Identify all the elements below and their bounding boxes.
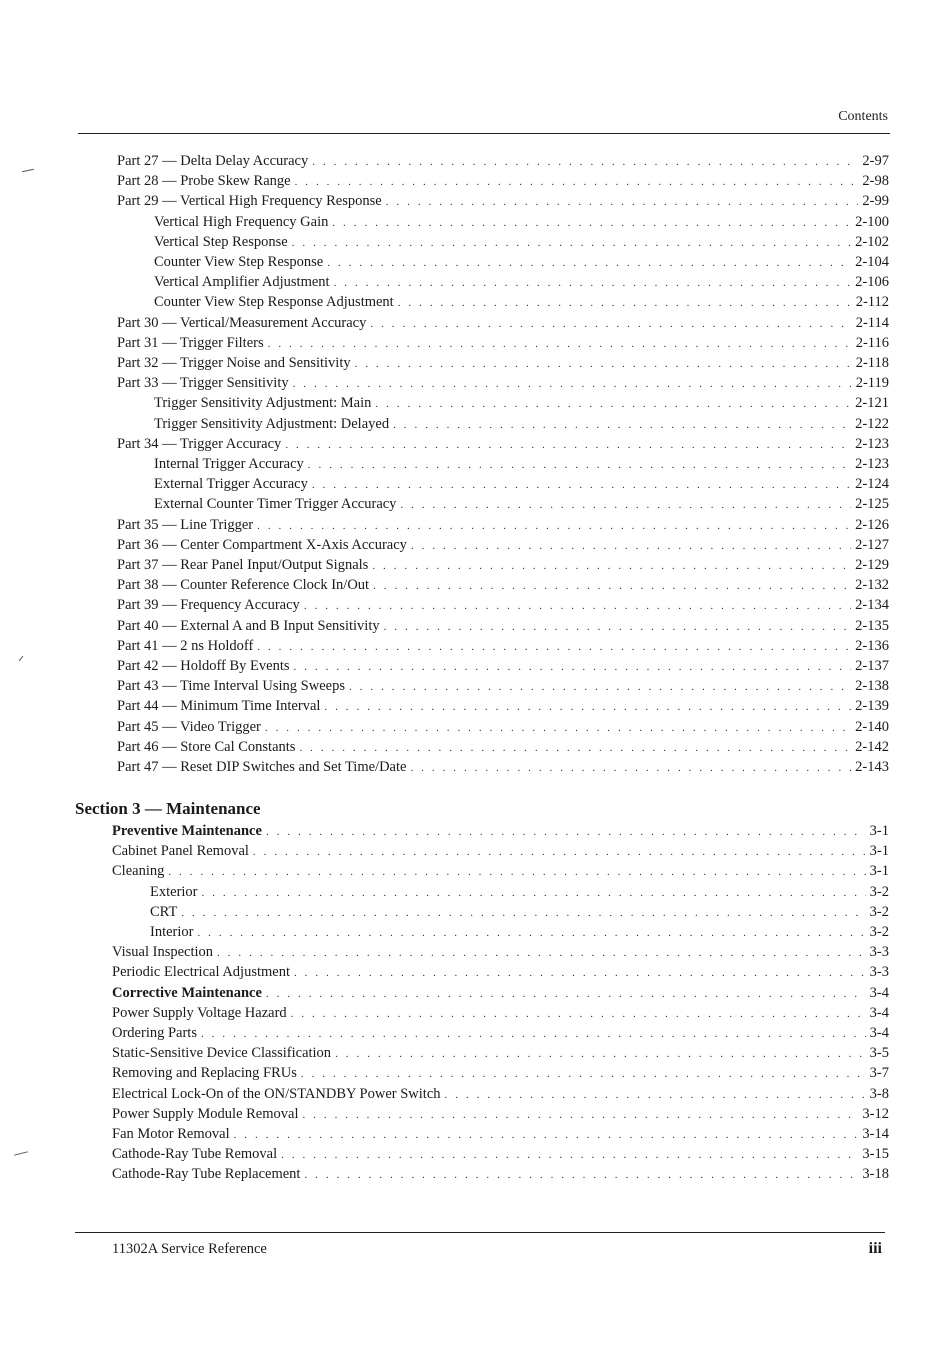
toc-entry-title: Periodic Electrical Adjustment <box>112 964 290 981</box>
toc-entry-title: Cathode-Ray Tube Replacement <box>112 1166 301 1183</box>
toc-entry-page: 2-112 <box>855 294 889 311</box>
dot-leader <box>335 1048 866 1060</box>
toc-entry[interactable] <box>117 436 889 456</box>
toc-entry[interactable] <box>154 496 889 516</box>
toc-entry-title: Fan Motor Removal <box>112 1126 230 1142</box>
dot-leader <box>292 237 851 249</box>
toc-entry[interactable] <box>117 638 889 658</box>
toc-entry-page: 2-129 <box>855 557 889 573</box>
toc-entry-page: 2-126 <box>855 516 889 533</box>
dot-leader <box>386 196 859 208</box>
dot-leader <box>202 887 866 899</box>
toc-entry-page: 2-137 <box>855 658 889 674</box>
toc-entry-title: Electrical Lock-On of the ON/STANDBY Power Switch <box>112 1085 441 1102</box>
toc-entry-title: Part 31 — Trigger Filters <box>117 334 264 351</box>
toc-entry-page: 3-1 <box>869 863 889 880</box>
dot-leader <box>265 722 851 734</box>
dot-leader <box>370 318 851 330</box>
toc-entry-title: Removing and Replacing FRUs <box>112 1065 297 1082</box>
dot-leader <box>355 358 852 370</box>
toc-entry-title: Trigger Sensitivity Adjustment: Delayed <box>154 415 390 432</box>
dot-leader <box>312 479 851 491</box>
toc-entry-page: 2-104 <box>855 254 889 270</box>
toc-entry[interactable] <box>117 678 889 698</box>
dot-leader <box>294 967 866 979</box>
dot-leader <box>304 600 851 612</box>
dot-leader <box>293 378 852 390</box>
toc-entry[interactable] <box>154 395 889 415</box>
toc-entry-page: 3-15 <box>862 1146 889 1163</box>
toc-entry-page: 3-18 <box>862 1166 889 1183</box>
toc-entry-title: External Counter Timer Trigger Accuracy <box>154 496 397 513</box>
toc-entry-page: 2-125 <box>855 496 889 513</box>
dot-leader <box>393 419 851 431</box>
toc-entry[interactable] <box>117 719 889 739</box>
toc-entry[interactable] <box>112 1146 889 1166</box>
toc-entry-page: 2-123 <box>855 456 889 472</box>
toc-entry-title: Part 43 — Time Interval Using Sweeps <box>117 678 345 695</box>
toc-entry[interactable] <box>154 416 889 436</box>
toc-entry[interactable] <box>112 964 889 984</box>
dot-leader <box>372 560 851 572</box>
toc-entry-title: Cleaning <box>112 863 165 880</box>
toc-entry[interactable] <box>117 537 889 557</box>
toc-entry[interactable] <box>154 254 889 274</box>
toc-entry-page: 2-122 <box>855 415 889 432</box>
toc-entry-page: 2-100 <box>855 213 889 230</box>
toc-entry-title: Counter View Step Response Adjustment <box>154 294 394 311</box>
toc-entry[interactable] <box>117 173 889 193</box>
header-rule <box>78 133 890 134</box>
dot-leader <box>285 439 851 451</box>
toc-entry-page: 3-1 <box>869 823 889 839</box>
toc-entry-title: Part 35 — Line Trigger <box>117 516 254 533</box>
dot-leader <box>324 701 851 713</box>
toc-entry-title: Interior <box>150 924 194 940</box>
dot-leader <box>349 681 851 693</box>
toc-entry-page: 3-2 <box>869 924 889 940</box>
toc-entry-title: Part 47 — Reset DIP Switches and Set Time/Date <box>117 759 407 775</box>
toc-entry-page: 3-2 <box>869 883 889 900</box>
toc-entry-page: 3-7 <box>869 1065 889 1082</box>
toc-entry-page: 2-106 <box>855 274 889 291</box>
dot-leader <box>181 907 865 919</box>
dot-leader <box>312 156 858 168</box>
toc-entry-page: 3-4 <box>869 1004 889 1021</box>
dot-leader <box>266 988 866 1000</box>
toc-entry[interactable] <box>117 375 889 395</box>
toc-entry-page: 3-1 <box>869 843 889 860</box>
toc-entry[interactable] <box>117 759 889 779</box>
toc-entry[interactable] <box>150 904 889 924</box>
toc-entry-title: Cabinet Panel Removal <box>112 843 249 860</box>
toc-entry-page: 3-4 <box>869 984 889 1001</box>
dot-leader <box>398 297 852 309</box>
dot-leader <box>253 846 866 858</box>
dot-leader <box>410 762 851 774</box>
toc-entry-page: 2-127 <box>855 536 889 553</box>
toc-entry[interactable] <box>112 863 889 883</box>
section-heading: Section 3 — Maintenance <box>75 799 261 818</box>
toc-entry-title: Power Supply Voltage Hazard <box>112 1004 287 1021</box>
toc-entry-page: 3-3 <box>869 944 889 961</box>
dot-leader <box>327 257 851 269</box>
dot-leader <box>294 661 852 673</box>
toc-entry-title: Exterior <box>150 883 198 900</box>
toc-entry[interactable] <box>154 294 889 314</box>
toc-entry[interactable] <box>154 214 889 234</box>
toc-entry-page: 2-121 <box>855 395 889 412</box>
dot-leader <box>400 499 851 511</box>
toc-entry-page: 2-134 <box>855 597 889 614</box>
toc-entry-title: Part 28 — Probe Skew Range <box>117 173 291 190</box>
toc-entry-title: Power Supply Module Removal <box>112 1105 299 1122</box>
dot-leader <box>266 826 866 838</box>
toc-entry-page: 3-3 <box>869 964 889 981</box>
toc-entry-title: Visual Inspection <box>112 944 214 961</box>
toc-entry[interactable] <box>112 1045 889 1065</box>
toc-entry[interactable] <box>112 1166 889 1186</box>
toc-entry-title: External Trigger Accuracy <box>154 476 308 493</box>
toc-entry-title: Part 41 — 2 ns Holdoff <box>117 637 254 654</box>
toc-entry[interactable] <box>154 456 889 476</box>
toc-entry[interactable] <box>112 823 889 843</box>
toc-entry[interactable] <box>112 1025 889 1045</box>
toc-entry-title: Part 45 — Video Trigger <box>117 718 261 735</box>
toc-entry[interactable] <box>117 517 889 537</box>
toc-entry[interactable] <box>112 1126 889 1146</box>
toc-entry[interactable] <box>112 1065 889 1085</box>
toc-entry-page: 2-138 <box>855 678 889 695</box>
toc-entry-page: 2-132 <box>855 577 889 594</box>
toc-entry-title: Vertical Amplifier Adjustment <box>154 274 330 291</box>
dot-leader <box>375 398 851 410</box>
toc-entry-page: 2-124 <box>855 476 889 493</box>
toc-entry[interactable] <box>150 884 889 904</box>
toc-entry-page: 3-5 <box>869 1045 889 1062</box>
dot-leader <box>332 217 851 229</box>
toc-entry-page: 3-2 <box>869 903 889 920</box>
toc-entry-page: 2-118 <box>855 355 889 371</box>
toc-entry[interactable] <box>117 355 889 375</box>
dot-leader <box>291 1008 866 1020</box>
dot-leader <box>197 927 865 939</box>
dot-leader <box>301 1068 866 1080</box>
toc-entry-title: Part 27 — Delta Delay Accuracy <box>117 153 309 169</box>
dot-leader <box>302 1109 858 1121</box>
toc-entry[interactable] <box>117 335 889 355</box>
toc-entry-title: Counter View Step Response <box>154 254 324 270</box>
toc-entry[interactable] <box>117 577 889 597</box>
toc-entry[interactable] <box>117 153 889 173</box>
toc-entry-page: 3-4 <box>869 1025 889 1041</box>
dot-leader <box>373 580 851 592</box>
toc-entry-title: Vertical High Frequency Gain <box>154 213 329 230</box>
toc-entry-page: 2-98 <box>862 173 889 190</box>
toc-entry-page: 2-142 <box>855 738 889 755</box>
dot-leader <box>201 1028 866 1040</box>
running-head: Contents <box>838 109 888 124</box>
toc-entry-title: Trigger Sensitivity Adjustment: Main <box>154 395 372 412</box>
toc-entry[interactable] <box>117 597 889 617</box>
toc-entry[interactable] <box>112 843 889 863</box>
dot-leader <box>295 176 859 188</box>
toc-entry[interactable] <box>117 658 889 678</box>
toc-entry[interactable] <box>117 698 889 718</box>
margin-mark <box>19 656 24 661</box>
toc-entry[interactable] <box>112 1005 889 1025</box>
dot-leader <box>384 621 852 633</box>
toc-entry-title: Corrective Maintenance <box>112 984 262 1001</box>
dot-leader <box>234 1129 859 1141</box>
toc-entry-title: Part 33 — Trigger Sensitivity <box>117 375 289 392</box>
toc-entry-page: 3-14 <box>862 1126 889 1142</box>
toc-entry[interactable] <box>154 476 889 496</box>
toc-entry-title: Part 46 — Store Cal Constants <box>117 738 296 755</box>
toc-entry-page: 2-116 <box>855 334 889 351</box>
dot-leader <box>445 1089 866 1101</box>
toc-entry[interactable] <box>117 557 889 577</box>
toc-entry[interactable] <box>154 234 889 254</box>
toc-entry-title: Vertical Step Response <box>154 233 288 250</box>
toc-entry[interactable] <box>150 924 889 944</box>
dot-leader <box>217 947 866 959</box>
toc-entry-title: CRT <box>150 903 178 920</box>
toc-entry-title: Part 37 — Rear Panel Input/Output Signals <box>117 557 369 573</box>
manual-title: 11302A Service Reference <box>112 1241 267 1257</box>
toc-entry-page: 2-135 <box>855 617 889 634</box>
toc-entry-page: 2-123 <box>855 435 889 452</box>
toc-entry-page: 2-143 <box>855 759 889 775</box>
dot-leader <box>334 277 852 289</box>
toc-entry-page: 2-136 <box>855 637 889 654</box>
margin-mark <box>22 169 34 172</box>
toc-entry[interactable] <box>117 739 889 759</box>
toc-entry-title: Part 42 — Holdoff By Events <box>117 658 290 674</box>
toc-entry-page: 2-140 <box>855 718 889 735</box>
dot-leader <box>304 1169 858 1181</box>
toc-entry-page: 3-8 <box>869 1085 889 1102</box>
toc-entry[interactable] <box>112 944 889 964</box>
page-number: iii <box>868 1240 882 1257</box>
toc-entry-title: Part 38 — Counter Reference Clock In/Out <box>117 577 370 594</box>
toc-entry-title: Part 32 — Trigger Noise and Sensitivity <box>117 355 351 371</box>
dot-leader <box>299 742 851 754</box>
toc-entry-title: Part 40 — External A and B Input Sensitivity <box>117 617 380 634</box>
toc-entry[interactable] <box>112 985 889 1005</box>
toc-entry-title: Ordering Parts <box>112 1025 197 1041</box>
toc-entry-title: Static-Sensitive Device Classification <box>112 1045 332 1062</box>
dot-leader <box>257 520 851 532</box>
toc-entry[interactable] <box>117 315 889 335</box>
toc-entry-title: Preventive Maintenance <box>112 823 262 839</box>
toc-entry-page: 2-102 <box>855 233 889 250</box>
footer-rule <box>75 1232 885 1233</box>
toc-entry-title: Part 29 — Vertical High Frequency Response <box>117 193 382 210</box>
toc-entry-title: Part 30 — Vertical/Measurement Accuracy <box>117 314 367 331</box>
dot-leader <box>281 1149 858 1161</box>
dot-leader <box>268 338 852 350</box>
toc-entry[interactable] <box>112 1106 889 1126</box>
toc-entry[interactable] <box>117 618 889 638</box>
toc-entry-title: Part 44 — Minimum Time Interval <box>117 698 321 715</box>
margin-mark <box>14 1151 28 1155</box>
toc-entry[interactable] <box>112 1086 889 1106</box>
toc-entry[interactable] <box>117 193 889 213</box>
toc-entry[interactable] <box>154 274 889 294</box>
toc-entry-page: 2-139 <box>855 698 889 715</box>
toc-entry-title: Internal Trigger Accuracy <box>154 456 304 472</box>
dot-leader <box>308 459 851 471</box>
dot-leader <box>257 641 851 653</box>
toc-entry-page: 3-12 <box>862 1105 889 1122</box>
toc-entry-page: 2-114 <box>855 314 889 331</box>
toc-entry-title: Part 39 — Frequency Accuracy <box>117 597 300 614</box>
toc-entry-title: Part 34 — Trigger Accuracy <box>117 435 282 452</box>
toc-entry-page: 2-119 <box>855 375 889 392</box>
toc-entry-title: Part 36 — Center Compartment X-Axis Accuracy <box>117 536 407 553</box>
toc-entry-page: 2-97 <box>862 153 889 169</box>
dot-leader <box>168 866 865 878</box>
toc-entry-page: 2-99 <box>862 193 889 210</box>
dot-leader <box>411 540 851 552</box>
toc-entry-title: Cathode-Ray Tube Removal <box>112 1146 278 1163</box>
